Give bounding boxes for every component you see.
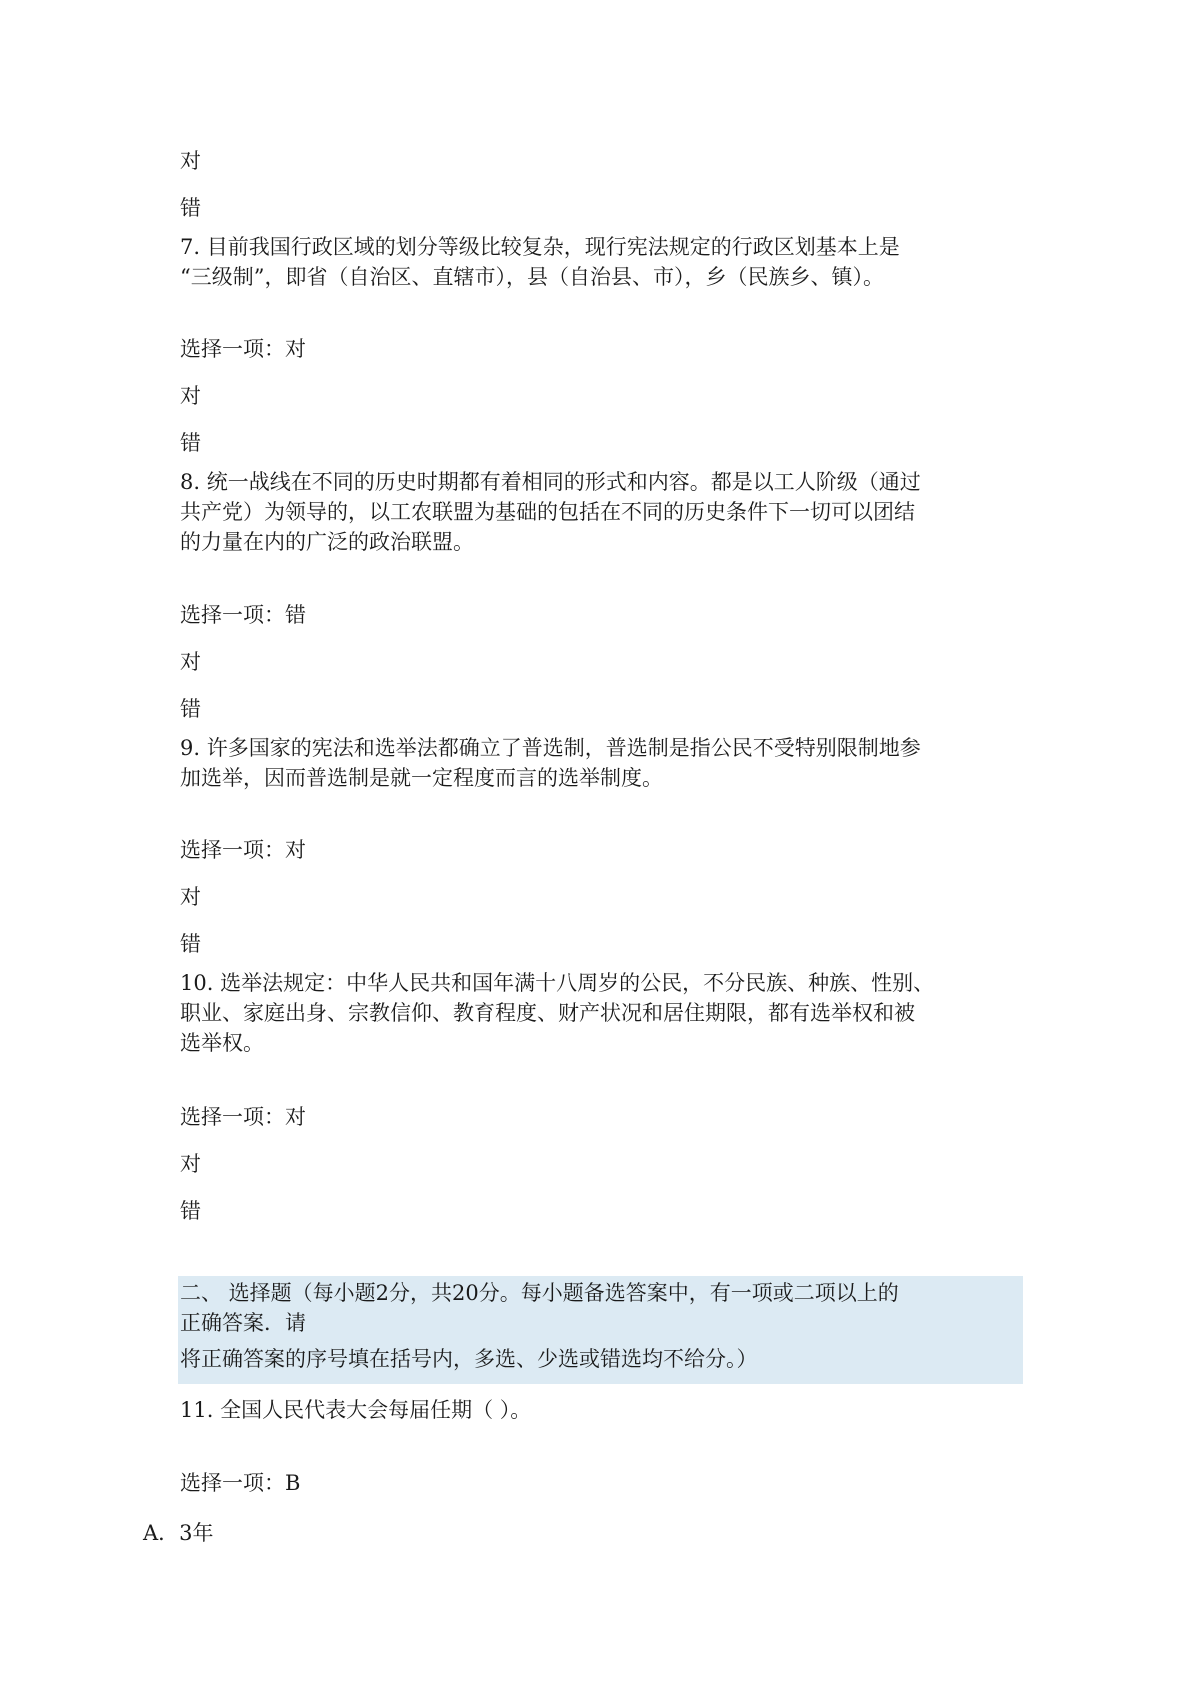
section-line: 正确答案．请 bbox=[180, 1311, 306, 1335]
question-line: 10. 选举法规定：中华人民共和国年满十八周岁的公民，不分民族、种族、性别、 bbox=[180, 971, 935, 995]
section-line: 将正确答案的序号填在括号内，多选、少选或错选均不给分。） bbox=[180, 1347, 758, 1371]
answer-selection: 选择一项：对 bbox=[180, 337, 306, 361]
question-8 bbox=[180, 467, 1020, 557]
question-line: 共产党）为领导的，以工农联盟为基础的包括在不同的历史条件下一切可以团结 bbox=[180, 500, 915, 524]
question-line: 选举权。 bbox=[180, 1031, 264, 1055]
option-false: 错 bbox=[180, 431, 201, 455]
option-false: 错 bbox=[180, 1199, 201, 1223]
option-a: A．3年 bbox=[143, 1521, 214, 1545]
option-true: 对 bbox=[180, 885, 201, 909]
option-true: 对 bbox=[180, 149, 201, 173]
question-11: 11. 全国人民代表大会每届任期（ ）。 bbox=[180, 1398, 532, 1422]
option-false: 错 bbox=[180, 196, 201, 220]
answer-selection: 选择一项：错 bbox=[180, 603, 306, 627]
question-line: 7. 目前我国行政区域的划分等级比较复杂，现行宪法规定的行政区划基本上是 bbox=[180, 235, 900, 259]
question-line: 的力量在内的广泛的政治联盟。 bbox=[180, 530, 474, 554]
option-false: 错 bbox=[180, 697, 201, 721]
question-line: “三级制”，即省（自治区、直辖市），县（自治县、市），乡（民族乡、镇）。 bbox=[180, 265, 884, 289]
question-7 bbox=[180, 232, 1020, 292]
question-line: 加选举，因而普选制是就一定程度而言的选举制度。 bbox=[180, 766, 663, 790]
answer-selection: 选择一项：对 bbox=[180, 838, 306, 862]
question-10 bbox=[180, 968, 1020, 1058]
question-line: 职业、家庭出身、宗教信仰、教育程度、财产状况和居住期限，都有选举权和被 bbox=[180, 1001, 915, 1025]
section-line: 二、 选择题（每小题2分，共20分。每小题备选答案中，有一项或二项以上的 bbox=[180, 1281, 899, 1305]
question-9 bbox=[180, 733, 1020, 793]
option-true: 对 bbox=[180, 650, 201, 674]
answer-selection: 选择一项：对 bbox=[180, 1105, 306, 1129]
answer-selection: 选择一项：B bbox=[180, 1471, 301, 1495]
option-true: 对 bbox=[180, 384, 201, 408]
option-false: 错 bbox=[180, 932, 201, 956]
question-line: 9. 许多国家的宪法和选举法都确立了普选制，普选制是指公民不受特别限制地参 bbox=[180, 736, 921, 760]
question-line: 8. 统一战线在不同的历史时期都有着相同的形式和内容。都是以工人阶级（通过 bbox=[180, 470, 921, 494]
section-2-heading bbox=[180, 1278, 1020, 1374]
option-true: 对 bbox=[180, 1152, 201, 1176]
